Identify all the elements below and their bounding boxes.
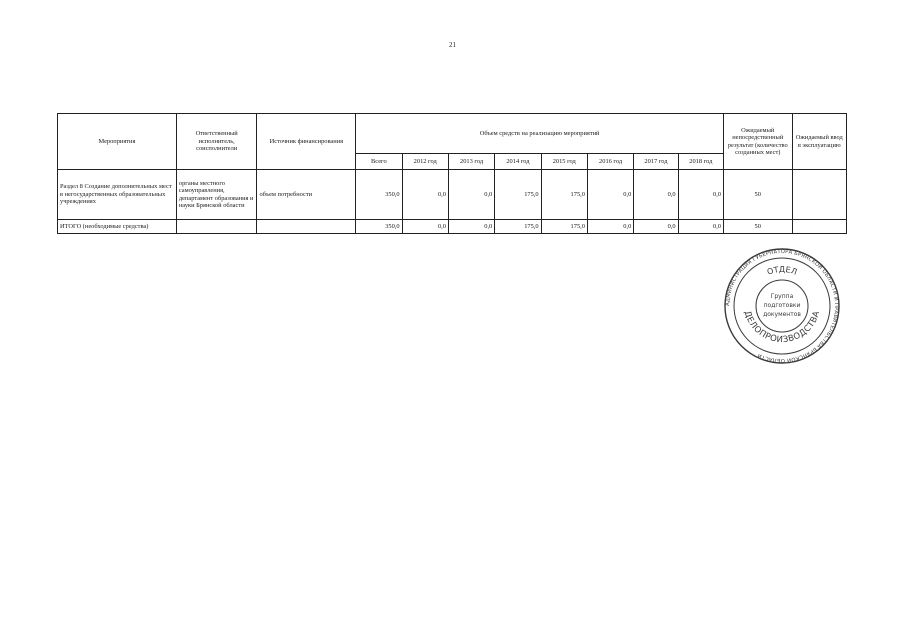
cell-source <box>257 220 356 234</box>
header-funding-group: Объем средств на реализацию мероприятий <box>356 114 724 154</box>
stamp-inner-line: подготовки <box>763 302 801 309</box>
cell-result: 50 <box>724 220 793 234</box>
header-source: Источник финансирования <box>257 114 356 170</box>
header-activity: Мероприятия <box>58 114 177 170</box>
header-expected-commission: Ожидаемый ввод в эксплуатацию <box>792 114 847 170</box>
cell-year-value: 175,0 <box>541 170 587 220</box>
header-year: 2015 год <box>541 154 587 170</box>
cell-activity: Раздел 8 Создание дополнительных мест в негосударственных образовательных учреждениях <box>58 170 177 220</box>
cell-total: 350,0 <box>356 170 402 220</box>
stamp-inner-line: документов <box>763 311 801 318</box>
cell-executor: органы местного самоуправления, департамент образования и науки Брянской области <box>176 170 257 220</box>
stamp-dept-top: ОТДЕЛ <box>765 264 799 277</box>
header-year: 2012 год <box>402 154 448 170</box>
cell-source: объем потребности <box>257 170 356 220</box>
header-row <box>58 114 847 154</box>
stamp-dept-bottom: ДЕЛОПРОИЗВОДСТВА <box>741 309 823 346</box>
page-number: 21 <box>449 41 456 49</box>
cell-year-value: 0,0 <box>678 220 723 234</box>
cell-commission <box>792 170 847 220</box>
office-stamp <box>718 248 846 364</box>
table-row-total <box>58 220 847 234</box>
cell-commission <box>792 220 847 234</box>
header-year: 2017 год <box>634 154 678 170</box>
header-expected-result: Ожидаемый непосредственный результат (количество созданных мест) <box>724 114 793 170</box>
cell-year-value: 0,0 <box>634 170 678 220</box>
cell-result: 50 <box>724 170 793 220</box>
cell-activity: ИТОГО (необходимые средства) <box>58 220 177 234</box>
header-year: 2013 год <box>448 154 494 170</box>
cell-year-value: 0,0 <box>587 170 633 220</box>
cell-year-value: 0,0 <box>448 220 494 234</box>
cell-executor <box>176 220 257 234</box>
header-year: 2018 год <box>678 154 723 170</box>
funding-table <box>57 113 847 234</box>
stamp-seal <box>725 249 839 364</box>
cell-year-value: 0,0 <box>678 170 723 220</box>
stamp-inner-line: Группа <box>770 293 794 300</box>
cell-year-value: 0,0 <box>402 170 448 220</box>
cell-year-value: 0,0 <box>402 220 448 234</box>
header-total: Всего <box>356 154 402 170</box>
cell-year-value: 175,0 <box>541 220 587 234</box>
svg-text:ОТДЕЛ <box>766 265 798 277</box>
cell-year-value: 0,0 <box>634 220 678 234</box>
cell-year-value: 175,0 <box>495 220 541 234</box>
cell-year-value: 0,0 <box>587 220 633 234</box>
cell-year-value: 0,0 <box>448 170 494 220</box>
cell-year-value: 175,0 <box>495 170 541 220</box>
header-executor: Ответственный исполнитель, соисполнители <box>176 114 257 170</box>
cell-total: 350,0 <box>356 220 402 234</box>
header-year: 2014 год <box>495 154 541 170</box>
header-year: 2016 год <box>587 154 633 170</box>
table-row <box>58 170 847 220</box>
stamp-outer-text: АДМИНИСТРАЦИЯ ГУБЕРНАТОРА БРЯНСКОЙ ОБЛАСТИ И ПРАВИТЕЛЬСТВА БРЯНСКОЙ ОБЛАСТИ <box>724 248 840 364</box>
